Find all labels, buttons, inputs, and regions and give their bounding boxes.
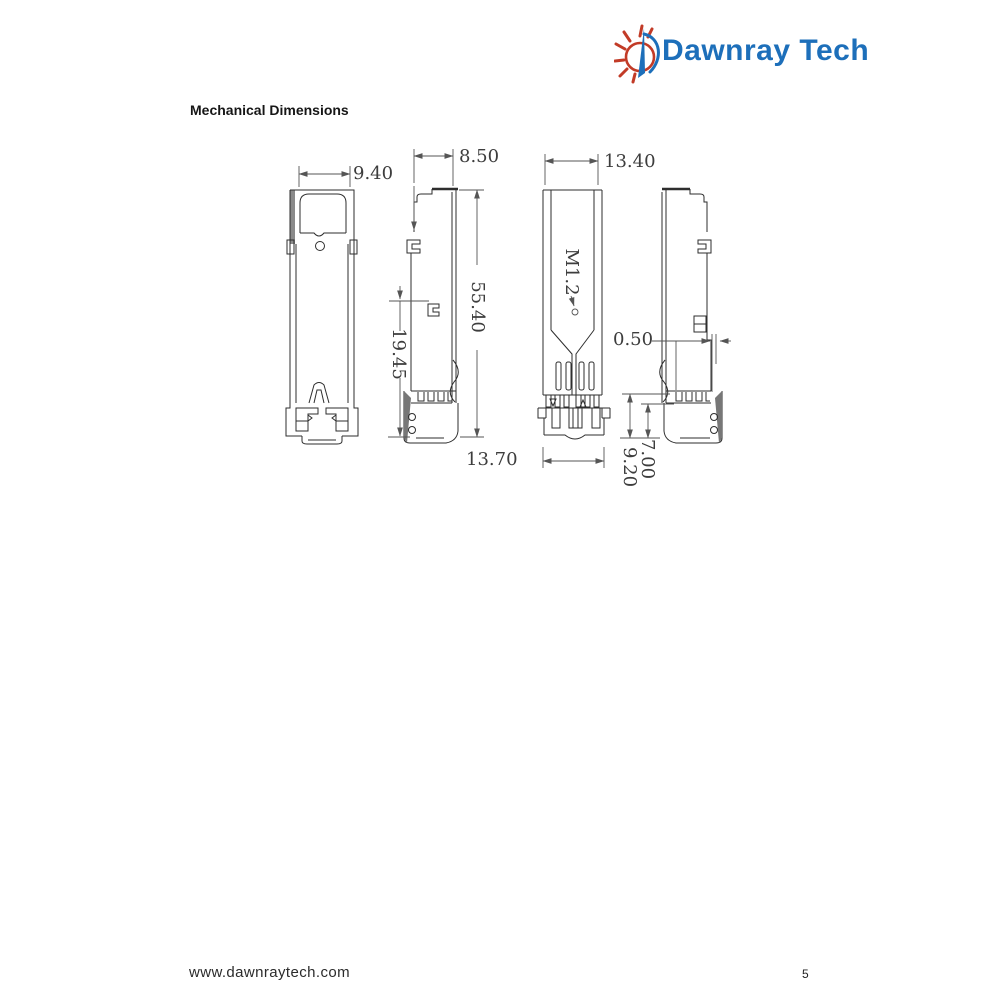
dim-label-0-50: 0.50 — [613, 329, 654, 350]
brand-name: Dawnray Tech — [662, 34, 870, 67]
side-view-left-linework — [404, 189, 458, 443]
dim-label-55-40: 55.40 — [467, 281, 488, 333]
dim-label-13-70: 13.70 — [466, 449, 518, 470]
dim-label-9-20: 9.20 — [619, 446, 640, 488]
dim-label-19-45: 19.45 — [388, 328, 409, 380]
dim-label-7-00: 7.00 — [637, 438, 658, 480]
dim-label-9-40: 9.40 — [353, 163, 394, 184]
top-view-linework — [286, 190, 358, 444]
footer-website: www.dawnraytech.com — [189, 964, 350, 981]
footer-page-number: 5 — [802, 967, 809, 981]
dim-label-m1-2: M1.2 — [561, 248, 582, 296]
dim-label-13-40: 13.40 — [604, 151, 656, 172]
dim-label-8-50: 8.50 — [459, 146, 500, 167]
side-view-right-linework — [660, 189, 722, 443]
page-title: Mechanical Dimensions — [190, 102, 349, 118]
